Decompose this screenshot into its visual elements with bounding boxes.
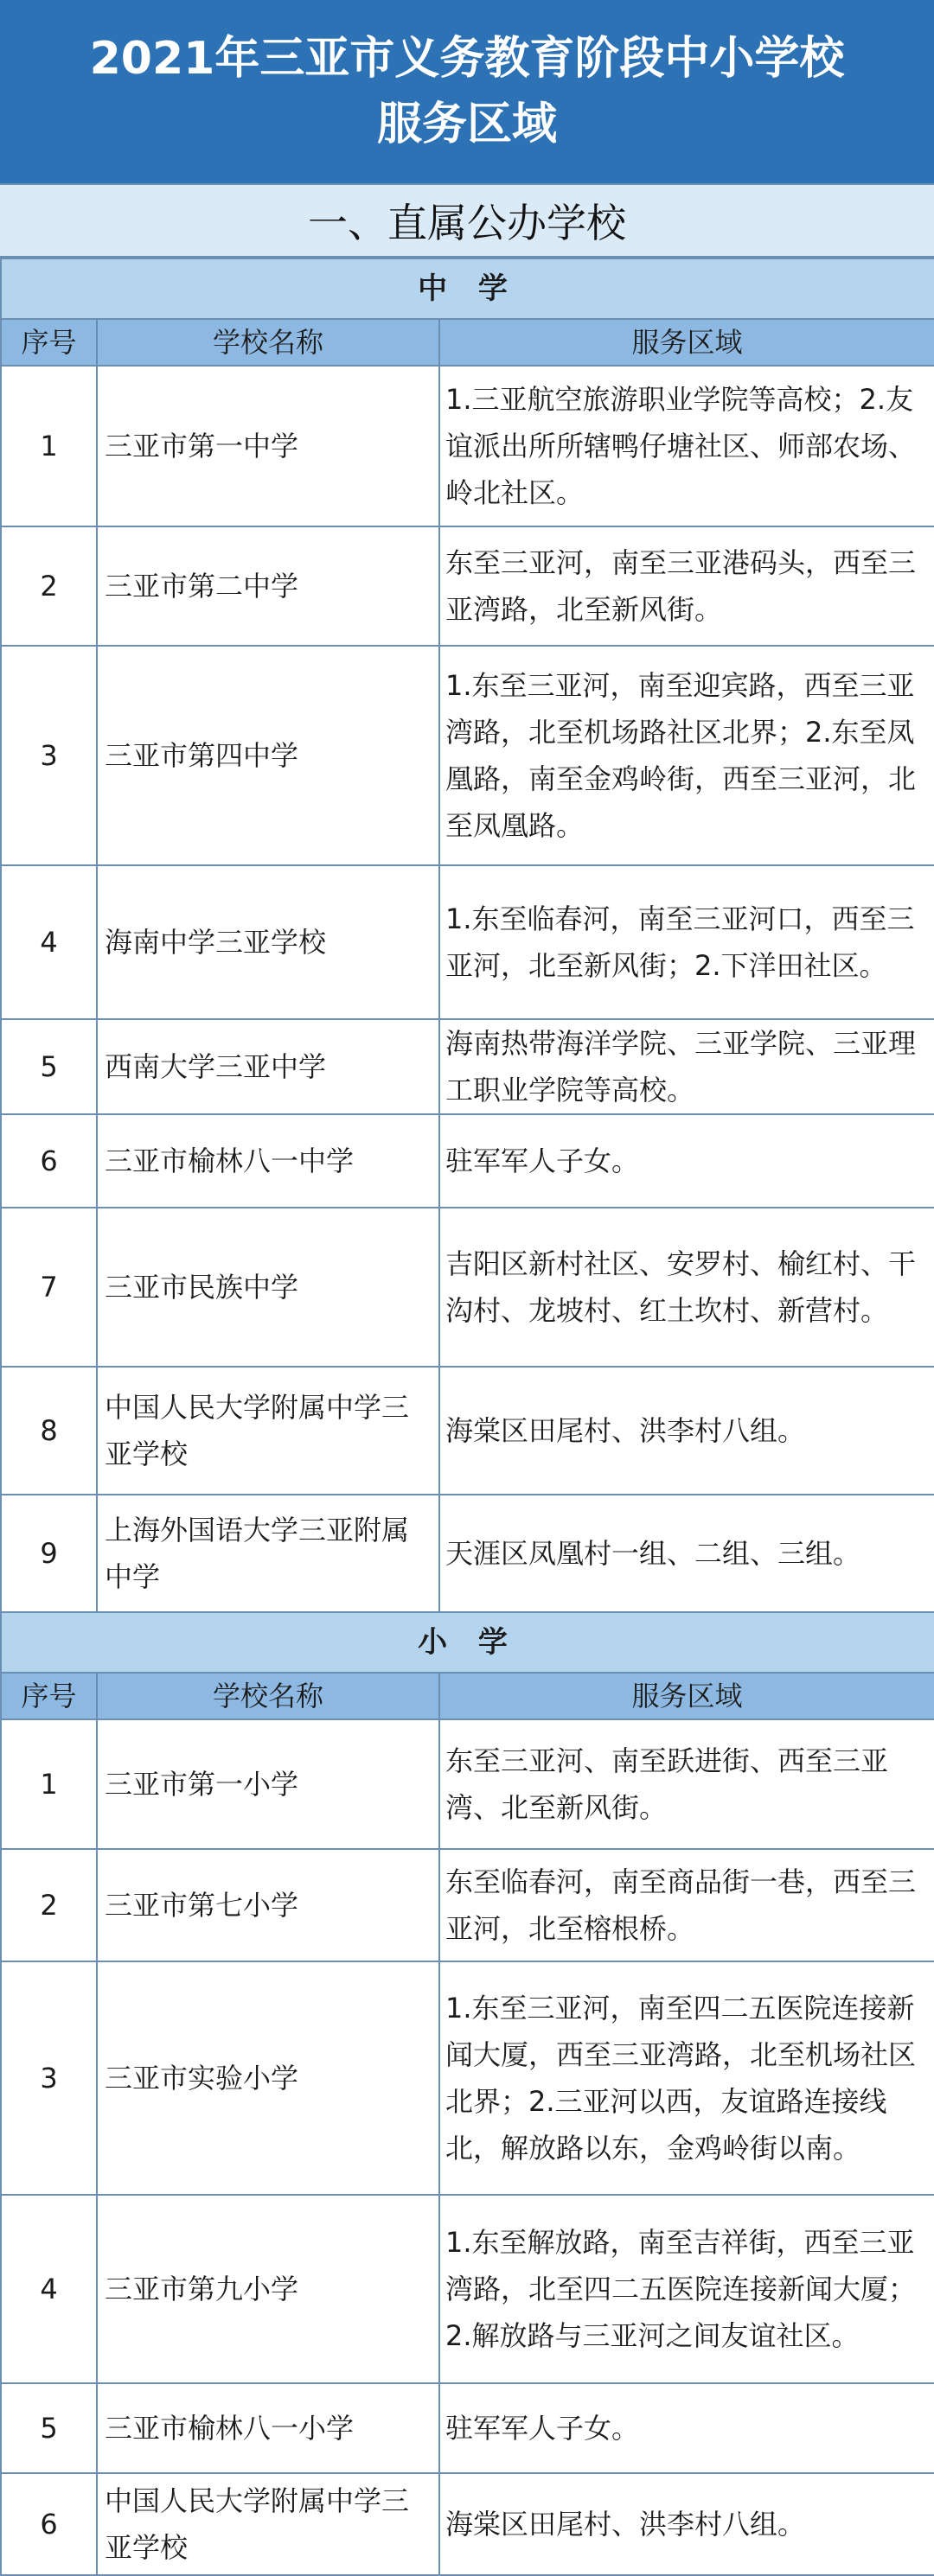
column-header-index: 序号 bbox=[1, 319, 97, 366]
band-middle-school bbox=[1, 258, 934, 319]
row-school-name: 三亚市第二中学 bbox=[97, 526, 439, 646]
row-service-area: 东至三亚河，南至三亚港码头，西至三亚湾路，北至新风街。 bbox=[439, 526, 934, 646]
row-school-name: 三亚市榆林八一小学 bbox=[97, 2383, 439, 2473]
row-index: 2 bbox=[1, 526, 97, 646]
row-index: 7 bbox=[1, 1208, 97, 1367]
table-row bbox=[1, 1208, 934, 1367]
column-header-area: 服务区域 bbox=[439, 319, 934, 366]
row-service-area: 吉阳区新村社区、安罗村、榆红村、干沟村、龙坡村、红土坎村、新营村。 bbox=[439, 1208, 934, 1367]
row-school-name: 三亚市第四中学 bbox=[97, 646, 439, 865]
page-title bbox=[0, 0, 934, 183]
row-service-area: 1.东至临春河，南至三亚河口，西至三亚河，北至新风街；2.下洋田社区。 bbox=[439, 865, 934, 1019]
table-row bbox=[1, 2473, 934, 2575]
row-index: 5 bbox=[1, 2383, 97, 2473]
table-row bbox=[1, 1849, 934, 1961]
row-service-area: 驻军军人子女。 bbox=[439, 1114, 934, 1208]
row-index: 4 bbox=[1, 865, 97, 1019]
table-row bbox=[1, 1495, 934, 1612]
table-row bbox=[1, 526, 934, 646]
row-school-name: 三亚市第一小学 bbox=[97, 1719, 439, 1849]
row-service-area: 1.东至解放路，南至吉祥街，西至三亚湾路，北至四二五医院连接新闻大厦；2.解放路与三亚河之间友谊社区。 bbox=[439, 2195, 934, 2383]
row-service-area: 海棠区田尾村、洪李村八组。 bbox=[439, 1367, 934, 1495]
row-index: 6 bbox=[1, 2473, 97, 2575]
row-index: 8 bbox=[1, 1367, 97, 1495]
column-header-row bbox=[1, 1673, 934, 1719]
row-service-area: 驻军军人子女。 bbox=[439, 2383, 934, 2473]
row-school-name: 中国人民大学附属中学三亚学校 bbox=[97, 2473, 439, 2575]
row-school-name: 三亚市第七小学 bbox=[97, 1849, 439, 1961]
row-service-area: 东至三亚河、南至跃进街、西至三亚湾、北至新风街。 bbox=[439, 1719, 934, 1849]
table-row bbox=[1, 1367, 934, 1495]
column-header-area: 服务区域 bbox=[439, 1673, 934, 1719]
table-row bbox=[1, 1019, 934, 1114]
column-header-name: 学校名称 bbox=[97, 1673, 439, 1719]
row-school-name: 海南中学三亚学校 bbox=[97, 865, 439, 1019]
column-header-name: 学校名称 bbox=[97, 319, 439, 366]
row-index: 2 bbox=[1, 1849, 97, 1961]
row-index: 9 bbox=[1, 1495, 97, 1612]
row-service-area: 1.东至三亚河，南至四二五医院连接新闻大厦，西至三亚湾路，北至机场社区北界；2.三亚河以西，友谊路连接线北，解放路以东，金鸡岭街以南。 bbox=[439, 1961, 934, 2195]
row-school-name: 西南大学三亚中学 bbox=[97, 1019, 439, 1114]
row-school-name: 三亚市榆林八一中学 bbox=[97, 1114, 439, 1208]
section-heading: 一、直属公办学校 bbox=[0, 183, 934, 258]
table-row bbox=[1, 366, 934, 526]
row-index: 3 bbox=[1, 1961, 97, 2195]
row-index: 1 bbox=[1, 1719, 97, 1849]
table-row bbox=[1, 2195, 934, 2383]
column-header-index: 序号 bbox=[1, 1673, 97, 1719]
row-service-area: 东至临春河，南至商品街一巷，西至三亚河，北至榕根桥。 bbox=[439, 1849, 934, 1961]
table-row bbox=[1, 2383, 934, 2473]
band-label: 小 学 bbox=[1, 1612, 934, 1673]
row-school-name: 上海外国语大学三亚附属中学 bbox=[97, 1495, 439, 1612]
band-primary-school bbox=[1, 1612, 934, 1673]
table-row bbox=[1, 1719, 934, 1849]
row-service-area: 1.三亚航空旅游职业学院等高校；2.友谊派出所所辖鸭仔塘社区、师部农场、岭北社区。 bbox=[439, 366, 934, 526]
row-school-name: 三亚市第一中学 bbox=[97, 366, 439, 526]
row-index: 3 bbox=[1, 646, 97, 865]
row-service-area: 海南热带海洋学院、三亚学院、三亚理工职业学院等高校。 bbox=[439, 1019, 934, 1114]
table-row bbox=[1, 1961, 934, 2195]
row-school-name: 三亚市实验小学 bbox=[97, 1961, 439, 2195]
column-header-row bbox=[1, 319, 934, 366]
row-school-name: 三亚市民族中学 bbox=[97, 1208, 439, 1367]
row-index: 5 bbox=[1, 1019, 97, 1114]
table-row bbox=[1, 646, 934, 865]
page-title-line1: 2021年三亚市义务教育阶段中小学校 bbox=[89, 33, 845, 85]
row-school-name: 中国人民大学附属中学三亚学校 bbox=[97, 1367, 439, 1495]
table-row bbox=[1, 1114, 934, 1208]
band-label: 中 学 bbox=[1, 258, 934, 319]
school-table bbox=[0, 258, 934, 2576]
row-index: 6 bbox=[1, 1114, 97, 1208]
page-title-line2: 服务区域 bbox=[376, 99, 557, 150]
row-school-name: 三亚市第九小学 bbox=[97, 2195, 439, 2383]
row-service-area: 天涯区凤凰村一组、二组、三组。 bbox=[439, 1495, 934, 1612]
table-row bbox=[1, 865, 934, 1019]
row-service-area: 1.东至三亚河，南至迎宾路，西至三亚湾路，北至机场路社区北界；2.东至凤凰路，南至金鸡岭街，西至三亚河，北至凤凰路。 bbox=[439, 646, 934, 865]
row-index: 4 bbox=[1, 2195, 97, 2383]
row-index: 1 bbox=[1, 366, 97, 526]
row-service-area: 海棠区田尾村、洪李村八组。 bbox=[439, 2473, 934, 2575]
